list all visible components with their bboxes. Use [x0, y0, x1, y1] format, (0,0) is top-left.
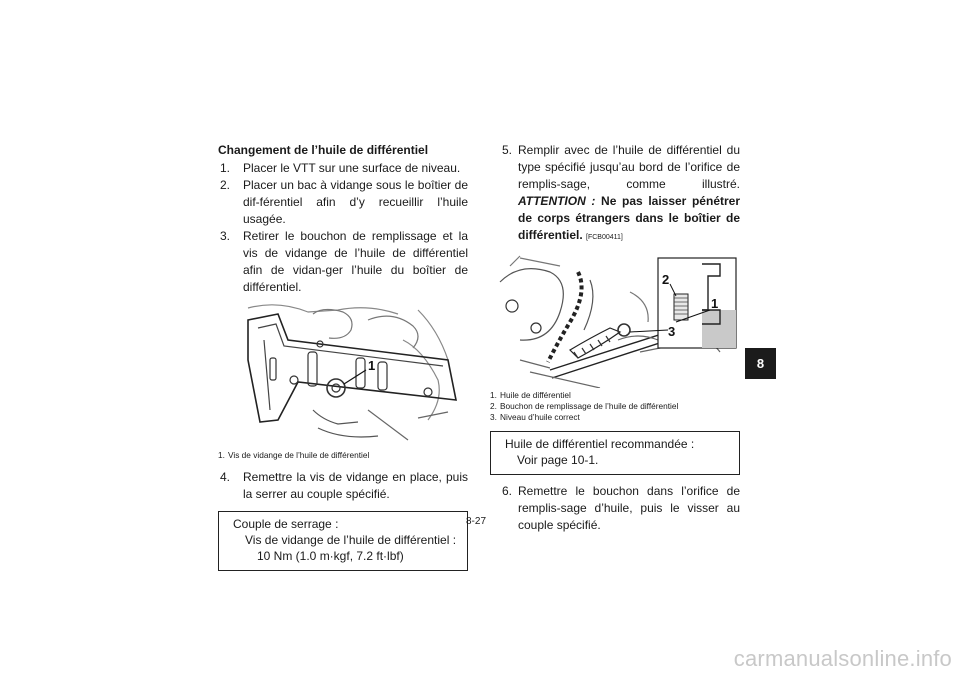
step-5	[490, 142, 740, 246]
caption-text: Vis de vidange de l’huile de différentiel	[228, 450, 370, 460]
caption-text: Niveau d’huile correct	[500, 412, 580, 422]
torque-title: Couple de serrage :	[233, 517, 339, 531]
step-number: 4.	[220, 470, 231, 484]
step-number: 1.	[220, 161, 231, 175]
fill-plug-figure	[490, 252, 740, 388]
caption-item	[218, 450, 468, 461]
step-1	[218, 160, 468, 177]
step-text: Remettre le bouchon dans l’orifice de remplis-sage d’huile, puis le visser au couple spécifié.	[518, 484, 740, 532]
torque-value: 10 Nm (1.0 m·kgf, 7.2 ft·lbf)	[257, 549, 404, 563]
figure-callout-2: 2	[662, 272, 670, 287]
step-text: Retirer le bouchon de remplissage et la vis de vidange de l’huile de différentiel afin de vidan-ger l’huile du boîtier de différentiel.	[243, 229, 468, 294]
watermark: carmanualsonline.info	[733, 646, 952, 671]
caption-text: Bouchon de remplissage de l’huile de différentiel	[500, 401, 679, 411]
step-text: Remplir avec de l’huile de différentiel du type spécifié jusqu’au bord de l’orifice de remplis-sage, comme illustré.	[518, 143, 740, 191]
left-column	[218, 142, 468, 579]
caption-item	[490, 401, 740, 412]
step-text: Placer le VTT sur une surface de niveau.	[243, 161, 461, 175]
step-3	[218, 228, 468, 296]
caption-number: 1.	[490, 390, 497, 400]
oil-box-reference: Voir page 10-1.	[517, 453, 599, 467]
caption-number: 1.	[218, 450, 225, 460]
drain-bolt-illustration	[218, 300, 468, 448]
caption-item	[490, 390, 740, 401]
step-4	[218, 469, 468, 503]
oil-level-inset	[630, 258, 736, 348]
caption-item	[490, 412, 740, 423]
section-heading: Changement de l’huile de différentiel	[218, 143, 429, 157]
step-text: Placer un bac à vidange sous le boîtier de dif-férentiel afin d’y recueillir l’huile usagée.	[243, 178, 468, 226]
figure-callout-1: 1	[368, 358, 376, 373]
figure-caption	[218, 450, 468, 461]
step-number: 6.	[502, 484, 513, 498]
attention-label: ATTENTION :	[518, 194, 596, 208]
fill-plug-illustration	[490, 252, 740, 388]
torque-spec-box	[218, 511, 468, 571]
attention-text: Ne pas laisser pénétrer de corps étrangers dans le boîtier de différentiel.	[518, 194, 740, 242]
figure-caption	[490, 390, 740, 423]
chapter-tab: 8	[745, 348, 776, 379]
figure-callout-1: 1	[711, 296, 719, 311]
step-2	[218, 177, 468, 228]
page-number: 8-27	[466, 516, 487, 527]
oil-box-title: Huile de différentiel recommandée :	[505, 437, 695, 451]
drain-bolt-figure	[218, 300, 468, 448]
step-number: 5.	[502, 143, 513, 157]
step-number: 2.	[220, 178, 231, 192]
torque-item: Vis de vidange de l’huile de différentiel :	[245, 533, 457, 547]
figure-callout-3: 3	[668, 324, 676, 339]
caption-number: 2.	[490, 401, 497, 411]
recommended-oil-box	[490, 431, 740, 475]
reference-code: [FCB00411]	[586, 234, 623, 241]
step-6	[490, 483, 740, 534]
step-text: Remettre la vis de vidange en place, puis la serrer au couple spécifié.	[243, 470, 468, 501]
caption-text: Huile de différentiel	[500, 390, 571, 400]
caption-number: 3.	[490, 412, 497, 422]
step-number: 3.	[220, 229, 231, 243]
right-column	[490, 142, 740, 534]
